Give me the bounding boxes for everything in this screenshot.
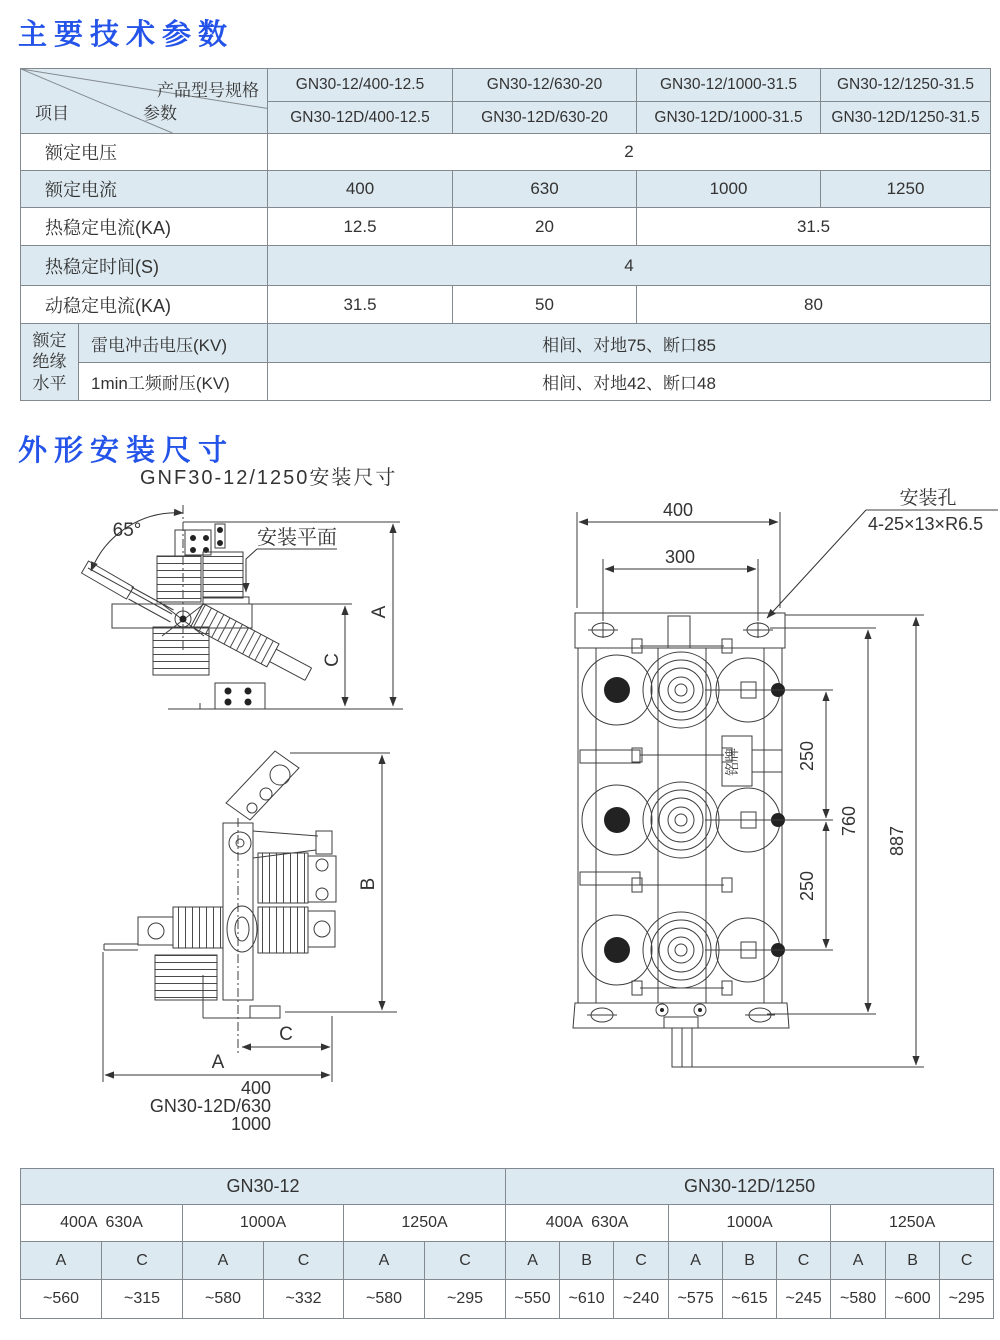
dim-760-label: 760 — [839, 805, 859, 837]
side-view-top — [82, 505, 404, 709]
col-header: A — [21, 1242, 102, 1280]
dim-value: ~560 — [21, 1280, 102, 1319]
dim-b-label: B — [358, 877, 379, 891]
dim-value: ~240 — [614, 1280, 669, 1319]
dim-value: ~245 — [777, 1280, 831, 1319]
col-header: C — [940, 1242, 994, 1280]
corner-label-product-model: 产品型号规格 — [157, 81, 259, 100]
col-header: A — [344, 1242, 425, 1280]
model-cell: GN30-12/400-12.5 — [268, 69, 453, 102]
value-cell: 相间、对地42、断口48 — [268, 363, 991, 401]
model-cell: GN30-12/1250-31.5 — [821, 69, 991, 102]
model-cell: GN30-12/1000-31.5 — [637, 69, 821, 102]
row-label-dynamic-current: 动稳定电流(KA) — [21, 286, 268, 324]
dim-a-label: A — [369, 605, 390, 619]
mounting-plane-label: 安装平面 — [257, 527, 337, 549]
row-label-thermal-current: 热稳定电流(KA) — [21, 208, 268, 246]
value-cell: 400 — [268, 171, 453, 208]
model-cell: GN30-12D/630-20 — [453, 102, 637, 134]
dim-value: ~575 — [669, 1280, 723, 1319]
value-cell: 12.5 — [268, 208, 453, 246]
dim-value: ~580 — [831, 1280, 886, 1319]
dim-250-2-label: 250 — [797, 870, 817, 902]
value-cell: 80 — [637, 286, 991, 324]
corner-label-parameter: 参数 — [143, 104, 177, 123]
dim-887-label: 887 — [887, 825, 907, 857]
dim-value: ~600 — [886, 1280, 940, 1319]
row-label-impulse-voltage: 雷电冲击电压(KV) — [79, 324, 268, 363]
model-cell: GN30-12D/400-12.5 — [268, 102, 453, 134]
value-cell: 31.5 — [268, 286, 453, 324]
value-cell: 50 — [453, 286, 637, 324]
dim-value: ~580 — [183, 1280, 264, 1319]
corner-label-item: 项目 — [35, 104, 69, 123]
note-model: GN30-12D/630 — [149, 1096, 271, 1116]
col-header: B — [886, 1242, 940, 1280]
col-header: A — [669, 1242, 723, 1280]
spec-table — [20, 68, 991, 401]
note-1000: 1000 — [230, 1114, 271, 1134]
row-group-insulation-level: 额定绝缘水平 — [21, 324, 79, 401]
dim-value: ~550 — [506, 1280, 560, 1319]
dim-value: ~615 — [723, 1280, 777, 1319]
dim-value: ~295 — [425, 1280, 506, 1319]
installation-drawing-svg — [0, 440, 1000, 1168]
value-cell: 2 — [268, 134, 991, 171]
section-title-parameters: 主要技术参数 — [18, 19, 235, 51]
value-cell: 20 — [453, 208, 637, 246]
dim-400-label: 400 — [662, 500, 694, 520]
group-header: 1000A — [669, 1205, 831, 1242]
value-cell: 1250 — [821, 171, 991, 208]
dim-300-label: 300 — [664, 547, 696, 567]
drawing-subtitle: GNF30-12/1250安装尺寸 — [140, 467, 398, 489]
dim-c-label: C — [322, 653, 343, 667]
col-header: C — [102, 1242, 183, 1280]
col-header: B — [560, 1242, 614, 1280]
dim-value: ~332 — [264, 1280, 344, 1319]
angle-label: 65° — [112, 520, 142, 541]
note-400: 400 — [240, 1078, 271, 1098]
col-header: A — [506, 1242, 560, 1280]
mounting-hole-spec: 4-25×13×R6.5 — [868, 514, 984, 534]
dim-value: ~315 — [102, 1280, 183, 1319]
spec-corner-cell — [21, 69, 268, 134]
mounting-hole-label: 安装孔 — [899, 488, 957, 509]
model-cell: GN30-12D/1250-31.5 — [821, 102, 991, 134]
section-title-dimensions: 外形安装尺寸 — [18, 435, 235, 467]
col-header: C — [614, 1242, 669, 1280]
col-header: C — [425, 1242, 506, 1280]
dim-c2-label: C — [279, 1024, 293, 1045]
row-label-thermal-time: 热稳定时间(S) — [21, 246, 268, 286]
dim-250-1-label: 250 — [797, 740, 817, 772]
group-header: 1250A — [344, 1205, 506, 1242]
dim-value: ~295 — [940, 1280, 994, 1319]
group-header: 1250A — [831, 1205, 994, 1242]
dim-value: ~580 — [344, 1280, 425, 1319]
col-header: B — [723, 1242, 777, 1280]
col-header: A — [831, 1242, 886, 1280]
col-header: A — [183, 1242, 264, 1280]
value-cell: 相间、对地75、断口85 — [268, 324, 991, 363]
nameplate-label: 铭牌 — [724, 748, 740, 776]
dim-table-left-title: GN30-12 — [21, 1169, 506, 1205]
value-cell: 31.5 — [637, 208, 991, 246]
value-cell: 4 — [268, 246, 991, 286]
row-label-rated-voltage: 额定电压 — [21, 134, 268, 171]
front-view — [573, 487, 998, 1067]
value-cell: 1000 — [637, 171, 821, 208]
dim-value: ~610 — [560, 1280, 614, 1319]
model-cell: GN30-12/630-20 — [453, 69, 637, 102]
dim-table-right-title: GN30-12D/1250 — [506, 1169, 994, 1205]
group-header: 400A 630A — [21, 1205, 183, 1242]
group-header: 1000A — [183, 1205, 344, 1242]
row-label-rated-current: 额定电流 — [21, 171, 268, 208]
col-header: C — [777, 1242, 831, 1280]
dim-a2-label: A — [211, 1052, 225, 1073]
group-header: 400A 630A — [506, 1205, 669, 1242]
side-view-bottom — [103, 751, 397, 1134]
model-cell: GN30-12D/1000-31.5 — [637, 102, 821, 134]
dimension-table — [20, 1168, 994, 1319]
row-label-power-frequency: 1min工频耐压(KV) — [79, 363, 268, 401]
col-header: C — [264, 1242, 344, 1280]
value-cell: 630 — [453, 171, 637, 208]
